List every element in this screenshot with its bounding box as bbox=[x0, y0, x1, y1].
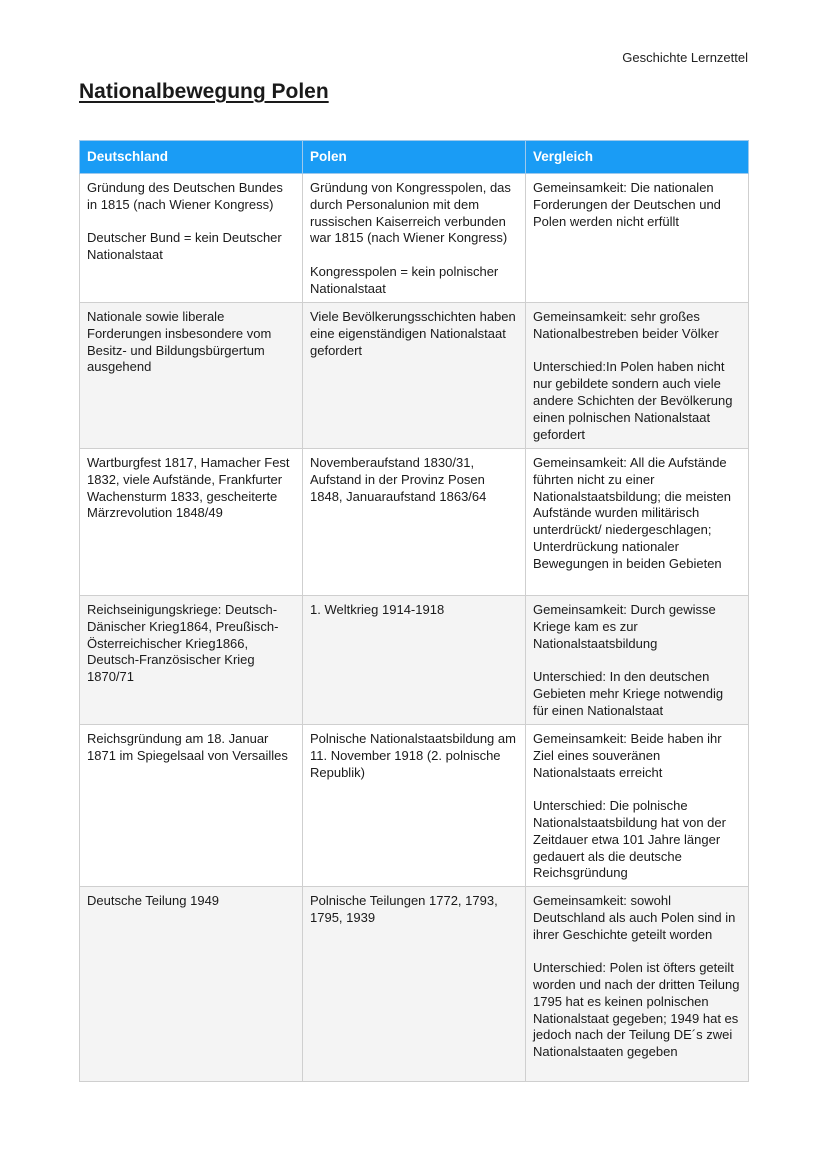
cell-text: Gründung von Kongresspolen, das durch Personalunion mit dem russischen Kaiserreich verbunden war 1815 (nach Wiener Kongress) bbox=[310, 180, 511, 246]
cell-text: 1. Weltkrieg 1914-1918 bbox=[310, 602, 445, 617]
table-row bbox=[80, 174, 749, 303]
cell-text: Gemeinsamkeit: All die Aufstände führten nicht zu einer Nationalstaatsbildung; die meisten Aufstände wurden militärisch unterdrückt/ niedergeschlagen; Unterdrückung nationaler Bewegungen in beiden Gebieten bbox=[533, 455, 732, 571]
cell-vergleich bbox=[526, 725, 749, 887]
cell-text: Reichseinigungskriege: Deutsch-Dänischer Krieg1864, Preußisch-Österreichischer Krieg1866, Deutsch-Französischer Krieg 1870/71 bbox=[87, 602, 279, 685]
column-header-vergleich: Vergleich bbox=[526, 141, 749, 174]
cell-vergleich bbox=[526, 887, 749, 1082]
cell-text: Gemeinsamkeit: Durch gewisse Kriege kam es zur Nationalstaatsbildung bbox=[533, 602, 716, 651]
cell-text: Unterschied: Polen ist öfters geteilt worden und nach der dritten Teilung 1795 hat es keinen polnischen Nationalstaat gegeben; 1949 hat es jedoch nach der Teilung DE´s zwei Nationalstaaten gegeben bbox=[533, 960, 740, 1060]
table-row bbox=[80, 887, 749, 1082]
table-row bbox=[80, 725, 749, 887]
cell-polen bbox=[303, 887, 526, 1082]
cell-text: Gemeinsamkeit: sehr großes Nationalbestreben beider Völker bbox=[533, 309, 719, 341]
cell-text: Kongresspolen = kein polnischer Nationalstaat bbox=[310, 263, 499, 296]
cell-polen bbox=[303, 725, 526, 887]
cell-text: Wartburgfest 1817, Hamacher Fest 1832, viele Aufstände, Frankfurter Wachensturm 1833, gescheiterte Märzrevolution 1848/49 bbox=[87, 455, 290, 521]
page-title: Nationalbewegung Polen bbox=[79, 80, 329, 103]
cell-vergleich bbox=[526, 596, 749, 725]
column-header-polen: Polen bbox=[303, 141, 526, 174]
column-header-deutschland: Deutschland bbox=[80, 141, 303, 174]
cell-text: Polnische Nationalstaatsbildung am 11. November 1918 (2. polnische Republik) bbox=[310, 731, 516, 780]
cell-polen bbox=[303, 596, 526, 725]
cell-text: Viele Bevölkerungsschichten haben eine eigenständigen Nationalstaat gefordert bbox=[310, 309, 516, 358]
cell-text: Deutscher Bund = kein Deutscher Nationalstaat bbox=[87, 230, 282, 263]
cell-text: Unterschied: Die polnische Nationalstaatsbildung hat von der Zeitdauer etwa 101 Jahre länger gedauert als die deutsche Reichsgründung bbox=[533, 798, 726, 881]
comparison-table bbox=[79, 140, 749, 1082]
cell-text: Gründung des Deutschen Bundes in 1815 (nach Wiener Kongress) bbox=[87, 180, 283, 212]
cell-deutschland bbox=[80, 174, 303, 303]
table-row bbox=[80, 449, 749, 596]
cell-text: Deutsche Teilung 1949 bbox=[87, 893, 220, 908]
cell-text: Unterschied:In Polen haben nicht nur gebildete sondern auch viele andere Schichten der Bevölkerung einen polnischen Nationalstaat gefordert bbox=[533, 359, 733, 442]
cell-text: Unterschied: In den deutschen Gebieten mehr Kriege notwendig für einen Nationalstaat bbox=[533, 669, 724, 718]
cell-deutschland bbox=[80, 303, 303, 449]
table-header bbox=[80, 141, 749, 174]
table-row bbox=[80, 596, 749, 725]
header-note: Geschichte Lernzettel bbox=[622, 50, 748, 65]
cell-text: Reichsgründung am 18. Januar 1871 im Spiegelsaal von Versailles bbox=[87, 731, 288, 763]
cell-deutschland bbox=[80, 887, 303, 1082]
cell-polen bbox=[303, 174, 526, 303]
cell-deutschland bbox=[80, 596, 303, 725]
cell-text: Gemeinsamkeit: Die nationalen Forderungen der Deutschen und Polen werden nicht erfüllt bbox=[533, 180, 721, 229]
cell-text: Novemberaufstand 1830/31, Aufstand in der Provinz Posen 1848, Januaraufstand 1863/64 bbox=[310, 455, 487, 504]
table-row bbox=[80, 303, 749, 449]
cell-polen bbox=[303, 303, 526, 449]
cell-vergleich bbox=[526, 449, 749, 596]
cell-text: Polnische Teilungen 1772, 1793, 1795, 1939 bbox=[310, 893, 498, 925]
header-row bbox=[80, 141, 749, 174]
cell-vergleich bbox=[526, 174, 749, 303]
cell-vergleich bbox=[526, 303, 749, 449]
cell-text: Nationale sowie liberale Forderungen insbesondere vom Besitz- und Bildungsbürgertum ausgehend bbox=[87, 309, 272, 375]
cell-deutschland bbox=[80, 449, 303, 596]
cell-deutschland bbox=[80, 725, 303, 887]
cell-text: Gemeinsamkeit: Beide haben ihr Ziel eines souveränen Nationalstaats erreicht bbox=[533, 731, 722, 780]
cell-text: Gemeinsamkeit: sowohl Deutschland als auch Polen sind in ihrer Geschichte geteilt worden bbox=[533, 893, 736, 942]
cell-polen bbox=[303, 449, 526, 596]
